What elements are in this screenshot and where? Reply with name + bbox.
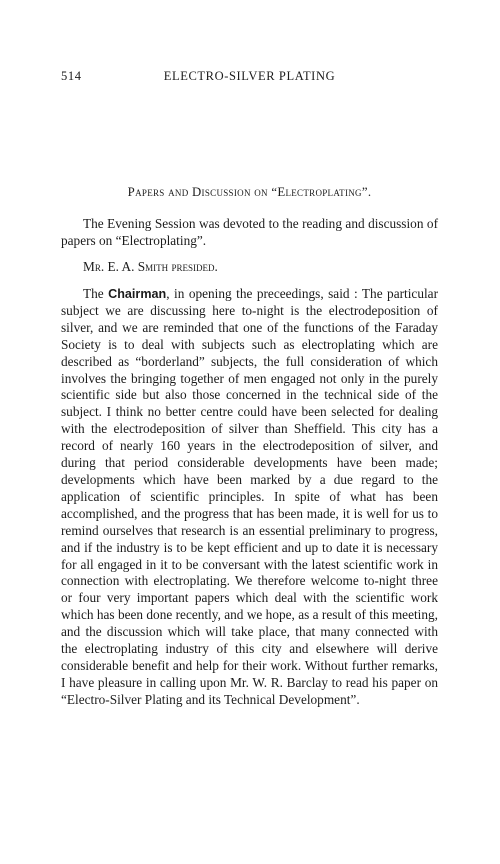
chairman-paragraph [61, 286, 438, 709]
presided-paragraph: Mr. E. A. Smith presided. [83, 259, 218, 274]
chairman-body-text: , in opening the preceedings, said : The particular subject we are discussing here to-night is the electrodeposition of silver, and we are reminded that one of the functions of the Faraday Society is to deal with subjects such as electroplating which are described as “borderland” subjects, the full consideration of which involves the bringing together of men engaged not only in the purely scientific side but also those concerned in the technical side of the subject. I think no better centre could have been selected for dealing with the electrodeposition of silver than Sheffield. This city has a record of nearly 160 years in the electrodeposition of silver, and during that period considerable developments have been made; developments which have been marked by a due regard to the application of scientific principles. In spite of what has been accomplished, and the progress that has been made, it is well for us to remind ourselves that research is an essential preliminary to progress, and if the industry is to be kept efficient and up to date it is necessary for all engaged in it to be conversant with the latest scientific work in connection with electroplating. We therefore welcome to-night three or four very important papers which deal with the scientific work which has been done recently, and we hope, as a result of this meeting, and the discussion which will take place, that many connected with the electroplating industry of this city and elsewhere will derive considerable benefit and help for their work. Without further remarks, I have pleasure in calling upon Mr. W. R. Barclay to read his paper on “Electro-Silver Plating and its Technical Development”. [61, 286, 438, 707]
page-number: 514 [61, 69, 82, 83]
section-title: Papers and Discussion on “Electroplating”. [127, 185, 372, 199]
page-header [61, 69, 438, 87]
running-head: ELECTRO-SILVER PLATING [163, 69, 336, 83]
chairman-speaker-label: Chairman [108, 287, 167, 301]
chairman-lead-text: The [83, 286, 109, 301]
intro-paragraph: The Evening Session was devoted to the reading and discussion of papers on “Electroplating”. [61, 216, 438, 248]
